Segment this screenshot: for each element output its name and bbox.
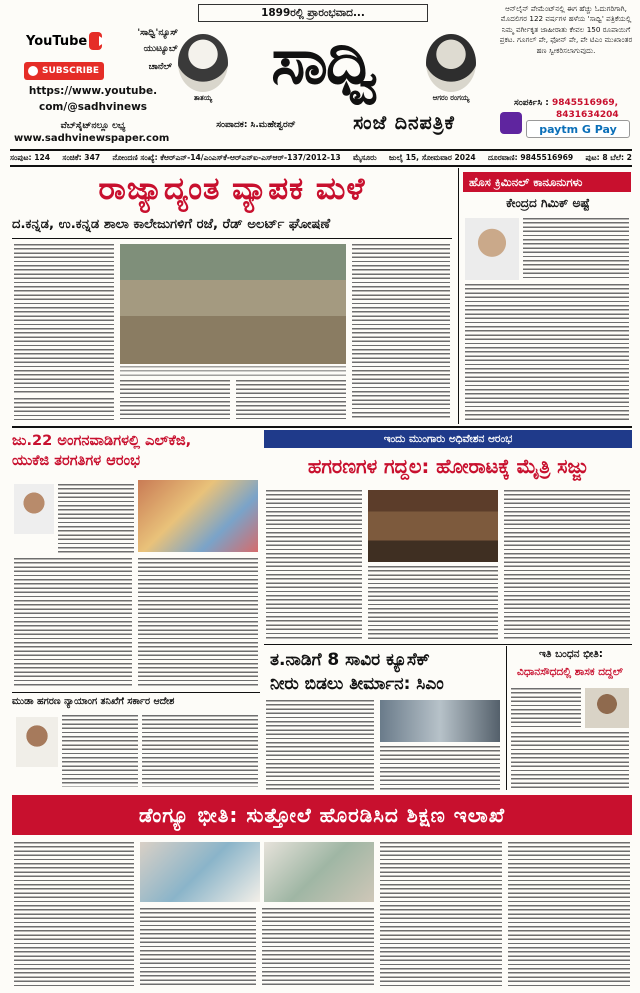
mla-headline: ವಿಧಾನಸೌಧದಲ್ಲಿ ಶಾಸಕ ದದ್ದಲ್ xyxy=(517,666,623,678)
youtube-promo xyxy=(18,28,178,148)
anganwadi-body-b xyxy=(14,558,132,688)
session-kicker: ಇಂದು ಮುಂಗಾರು ಅಧಿವೇಶನ ಆರಂಭ xyxy=(383,433,513,445)
pages: ಪುಟ: 8 ಬೆಲೆ: 2 xyxy=(585,153,632,162)
phonepe-icon xyxy=(500,112,522,134)
dengue-column-4 xyxy=(380,842,502,986)
youtube-url[interactable]: https://www.youtube. xyxy=(28,85,158,97)
criminal-laws-photo xyxy=(465,218,519,280)
mla-body-b xyxy=(511,732,629,788)
cauvery-column-2 xyxy=(380,746,500,790)
info-bar xyxy=(10,151,632,165)
ad-contact xyxy=(498,98,634,108)
editor-line: ಸಂಪಾದಕ: ಸಿ.ಮಹೇಶ್ವರನ್ xyxy=(216,120,296,130)
cauvery-column-1 xyxy=(266,700,374,790)
anganwadi-portrait xyxy=(14,484,54,534)
phone: ದೂರವಾಣಿ: 9845516969 xyxy=(487,153,574,162)
mla-photo xyxy=(585,688,629,728)
city: ಮೈಸೂರು xyxy=(352,153,377,162)
registration: ನೋಂದಣಿ ಸಂಖ್ಯೆ: ಕೆಆರ್‌ಎನ್-14/ಎಂಎಸ್‌ಕೆ-ಆರ್‌ಎನ್‌ಐ-ಎಸ್‌ಆರ್-137/2012-13 xyxy=(112,153,341,162)
cauvery-headline-2: ನೀರು ಬಿಡಲು ತೀರ್ಮಾನ: ಸಿಎಂ xyxy=(270,674,444,694)
mla-box xyxy=(506,646,632,790)
portrait-right-caption: ಆಗರಂ ರಂಗಯ್ಯ xyxy=(432,94,470,102)
lead-subhead-rule xyxy=(12,238,452,239)
anganwadi-body-a xyxy=(58,484,134,554)
volume: ಸಂಪುಟ: 124 xyxy=(10,153,51,162)
dengue-photo-1 xyxy=(140,842,260,902)
criminal-laws-body-b xyxy=(465,284,629,420)
promo-text-3: ಚಾನೆಲ್ xyxy=(148,62,172,72)
promo-text-1: 'ಸಾಧ್ವಿ'ನ್ಯೂಸ್ xyxy=(137,28,178,38)
payment-badges: paytm G Pay xyxy=(526,120,630,138)
portrait-left xyxy=(178,34,228,92)
anganwadi-headline-2: ಯುಕೆಜಿ ತರಗತಿಗಳ ಆರಂಭ xyxy=(12,452,141,469)
ad-contact-label: ಸಂಪರ್ಕಿಸಿ : xyxy=(513,98,549,108)
mla-body-a xyxy=(511,688,581,728)
session-column-2 xyxy=(368,566,498,640)
portrait-right xyxy=(426,34,476,92)
section-rule-2 xyxy=(264,644,632,645)
session-column-1 xyxy=(266,490,362,640)
cauvery-photo xyxy=(380,700,500,742)
header xyxy=(0,0,640,150)
lead-headline: ರಾಜ್ಯಾದ್ಯಂತ ವ್ಯಾಪಕ ಮಳೆ xyxy=(98,171,366,207)
header-rule-bottom xyxy=(10,165,632,167)
date: ಜುಲೈ 15, ಸೋಮವಾರ 2024 xyxy=(388,153,476,162)
dengue-headline: ಡೆಂಗ್ಯೂ ಭೀತಿ: ಸುತ್ತೋಲೆ ಹೊರಡಿಸಿದ ಶಿಕ್ಷಣ ಇಲಾಖೆ xyxy=(138,803,506,827)
session-column-3 xyxy=(504,490,630,640)
ad-text: ಆನ್‌ಲೈನ್ ಪೇಮೆಂಟ್‌ನಲ್ಲಿ ಈಗ ಹೆಚ್ಚು ಓದುಗರಿಗಾಗಿ, ಮೊದಲಿಗರ 122 ವರ್ಷಗಳ ಹಳೆಯ 'ಸಾಧ್ವಿ' ಪತ್ರಿಕೆಯಲ್ಲಿ ನಿಮ್ಮ ವರ್ಗೀಕೃತ ಜಾಹೀರಾತು ಕೇವಲ 150 ರೂಪಾಯಿಗೆ ಪ್ರಕಟ. ಗೂಗಲ್ ಪೇ, ಫೋನ್ ಪೇ, ಪೇ ಟಿಎಂ ಮುಖಾಂತರ ಹಣ ಸ್ವೀಕರಿಸಲಾಗುವುದು. xyxy=(499,4,633,55)
dengue-column-5 xyxy=(508,842,630,986)
tagline: ಸಂಜೆ ದಿನಪತ್ರಿಕೆ xyxy=(353,112,455,134)
promo-text-2: ಯುಟ್ಯೂಬ್ xyxy=(143,44,178,54)
youtube-logo-text: YouTube xyxy=(26,33,88,49)
anganwadi-body-c xyxy=(138,558,258,688)
dengue-photo-2 xyxy=(264,842,374,902)
muda-body-a xyxy=(62,715,138,787)
anganwadi-classroom-photo xyxy=(138,480,258,552)
muda-headline: ಮುಡಾ ಹಗರಣ ನ್ಯಾಯಾಂಗ ತನಿಖೆಗೆ ಸರ್ಕಾರ ಆದೇಶ xyxy=(12,696,175,707)
subscribe-badge[interactable]: SUBSCRIBE xyxy=(24,62,104,80)
lead-photo-caption xyxy=(120,366,346,376)
mla-kicker: ಇತಿ ಬಂಧನ ಭೀತಿ: xyxy=(539,648,603,660)
muda-body-b xyxy=(142,715,258,787)
lead-flood-photo xyxy=(120,244,346,364)
criminal-laws-body-a xyxy=(523,218,629,280)
dengue-column-3 xyxy=(262,908,374,986)
lead-column-1b xyxy=(14,398,114,420)
ad-phone-2: 8431634204 xyxy=(556,110,619,120)
session-headline: ಹಗರಣಗಳ ಗದ್ದಲ: ಹೋರಾಟಕ್ಕೆ ಮೈತ್ರಿ ಸಜ್ಜು xyxy=(307,455,589,478)
anganwadi-headline-1: ಜು.22 ಅಂಗನವಾಡಿಗಳಲ್ಲಿ ಎಲ್‌ಕೆಜಿ, xyxy=(12,432,192,449)
muda-portrait xyxy=(16,717,58,767)
criminal-laws-box xyxy=(458,168,632,424)
cauvery-headline-1: ತ.ನಾಡಿಗೆ 8 ಸಾವಿರ ಕ್ಯೂಸೆಕ್ xyxy=(270,650,430,670)
criminal-laws-subhead: ಕೇಂದ್ರದ ಗಿಮಿಕ್ ಅಷ್ಟೆ xyxy=(506,196,590,210)
youtube-logo xyxy=(26,28,102,54)
section-rule-1 xyxy=(12,426,632,428)
lead-column-3 xyxy=(236,380,346,420)
lead-column-1 xyxy=(14,244,114,394)
bell-icon xyxy=(28,66,38,76)
ad-phone-1: 9845516969, xyxy=(552,98,619,108)
youtube-handle[interactable]: com/@sadhvinews xyxy=(38,101,148,113)
issue: ಸಂಚಿಕೆ: 347 xyxy=(62,153,101,162)
masthead-title: ಸಾಧ್ವಿ xyxy=(271,24,377,99)
website-url[interactable]: www.sadhvinewspaper.com xyxy=(14,133,170,144)
portrait-left-caption: ತಾತಯ್ಯ xyxy=(193,94,213,102)
session-assembly-photo xyxy=(368,490,498,562)
dengue-column-2 xyxy=(140,908,256,986)
criminal-laws-headline: ಹೊಸ ಕ್ರಿಮಿನಲ್ ಕಾನೂನುಗಳು xyxy=(463,172,631,192)
website-note: ವೆಬ್‌ಸೈಟ್‌ನಲ್ಲೂ ಲಭ್ಯ xyxy=(60,121,126,131)
lead-column-4 xyxy=(352,244,450,420)
dengue-column-1 xyxy=(14,842,134,986)
lead-column-2 xyxy=(120,380,230,420)
founded-line: 1899ರಲ್ಲಿ ಪ್ರಾರಂಭವಾದ... xyxy=(198,4,428,22)
lead-subhead: ದ.ಕನ್ನಡ, ಉ.ಕನ್ನಡ ಶಾಲಾ ಕಾಲೇಜುಗಳಿಗೆ ರಜೆ, ರೆಡ್ ಅಲರ್ಟ್ ಘೋಷಣೆ xyxy=(12,217,331,232)
muda-box xyxy=(12,692,260,790)
